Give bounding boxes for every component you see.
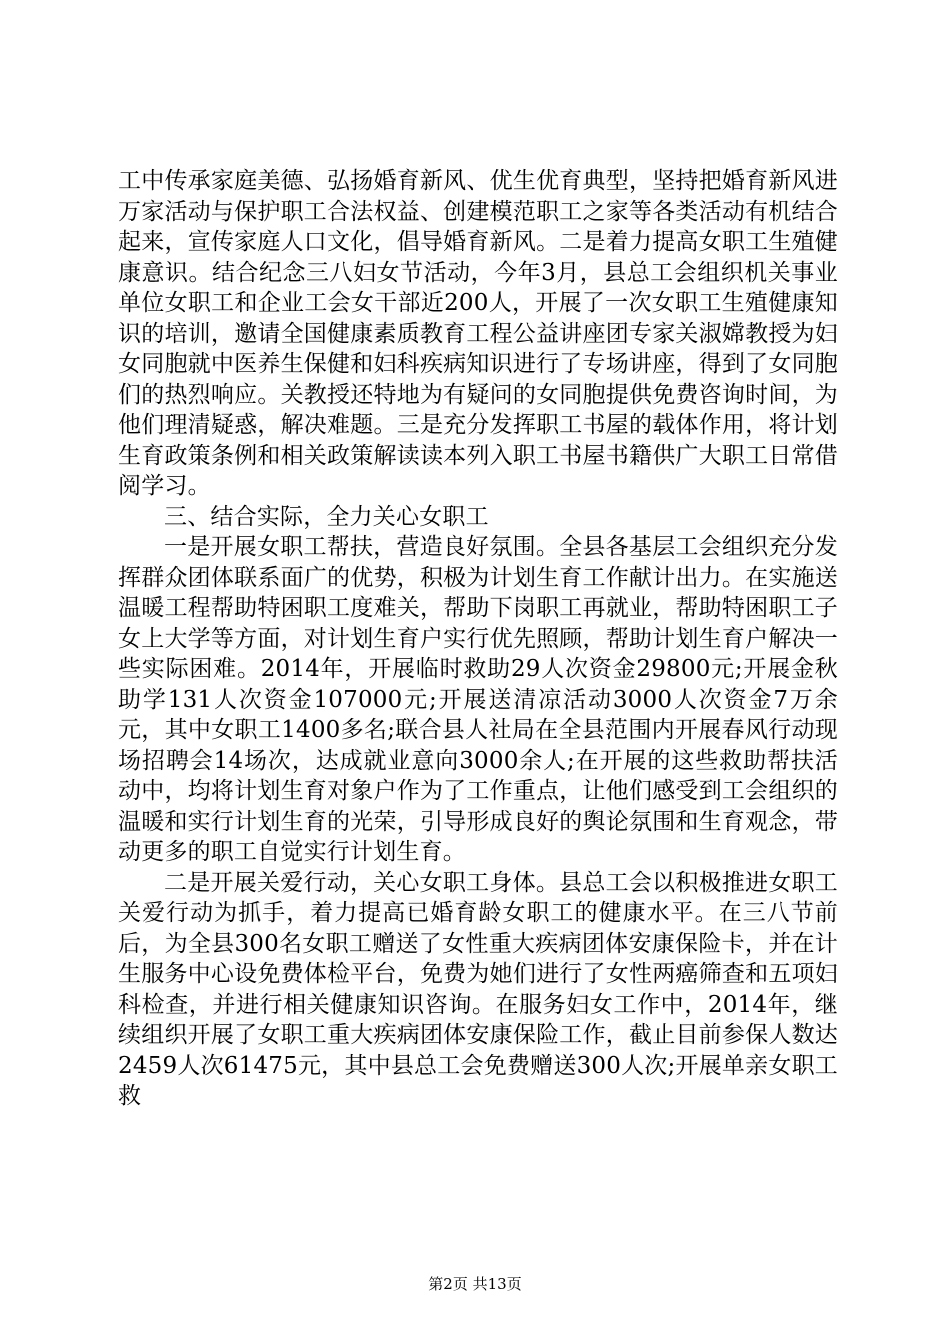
paragraph-1: 工中传承家庭美德、弘扬婚育新风、优生优育典型，坚持把婚育新风进万家活动与保护职工合法权益、创建模范职工之家等各类活动有机结合起来，宣传家庭人口文化，倡导婚育新风。二是着力提高女职工生殖健康意识。结合纪念三八妇女节活动，今年3月，县总工会组织机关事业单位女职工和企业工会女干部近200人，开展了一次女职工生殖健康知识的培训，邀请全国健康素质教育工程公益讲座团专家关淑嫦教授为妇女同胞就中医养生保健和妇科疾病知识进行了专场讲座，得到了女同胞们的热烈响应。关教授还特地为有疑问的女同胞提供免费咨询时间，为他们理清疑惑，解决难题。三是充分发挥职工书屋的载体作用，将计划生育政策条例和相关政策解读读本列入职工书屋书籍供广大职工日常借阅学习。 (118, 168, 838, 499)
document-body (118, 166, 838, 1112)
page-footer: 第2页 共13页 (428, 1275, 522, 1293)
section-heading: 三、结合实际，全力关心女职工 (164, 503, 489, 530)
paragraph-2: 一是开展女职工帮扶，营造良好氛围。全县各基层工会组织充分发挥群众团体联系面广的优势，积极为计划生育工作献计出力。在实施送温暖工程帮助特困职工度难关，帮助下岗职工再就业，帮助特困职工子女上大学等方面，对计划生育户实行优先照顾，帮助计划生育户解决一些实际困难。2014年，开展临时救助29人次资金29800元;开展金秋助学131人次资金107000元;开展送清凉活动3000人次资金7万余元，其中女职工1400多名;联合县人社局在全县范围内开展春风行动现场招聘会14场次，达成就业意向3000余人;在开展的这些救助帮扶活动中，均将计划生育对象户作为了工作重点，让他们感受到工会组织的温暖和实行计划生育的光荣，引导形成良好的舆论氛围和生育观念，带动更多的职工自觉实行计划生育。 (118, 534, 838, 865)
paragraph-3: 二是开展关爱行动，关心女职工身体。县总工会以积极推进女职工关爱行动为抓手，着力提高已婚育龄女职工的健康水平。在三八节前后，为全县300名女职工赠送了女性重大疾病团体安康保险卡，并在计生服务中心设免费体检平台，免费为她们进行了女性两癌筛查和五项妇科检查，并进行相关健康知识咨询。在服务妇女工作中，2014年，继续组织开展了女职工重大疾病团体安康保险工作，截止目前参保人数达2459人次61475元，其中县总工会免费赠送300人次;开展单亲女职工救 (118, 869, 838, 1109)
